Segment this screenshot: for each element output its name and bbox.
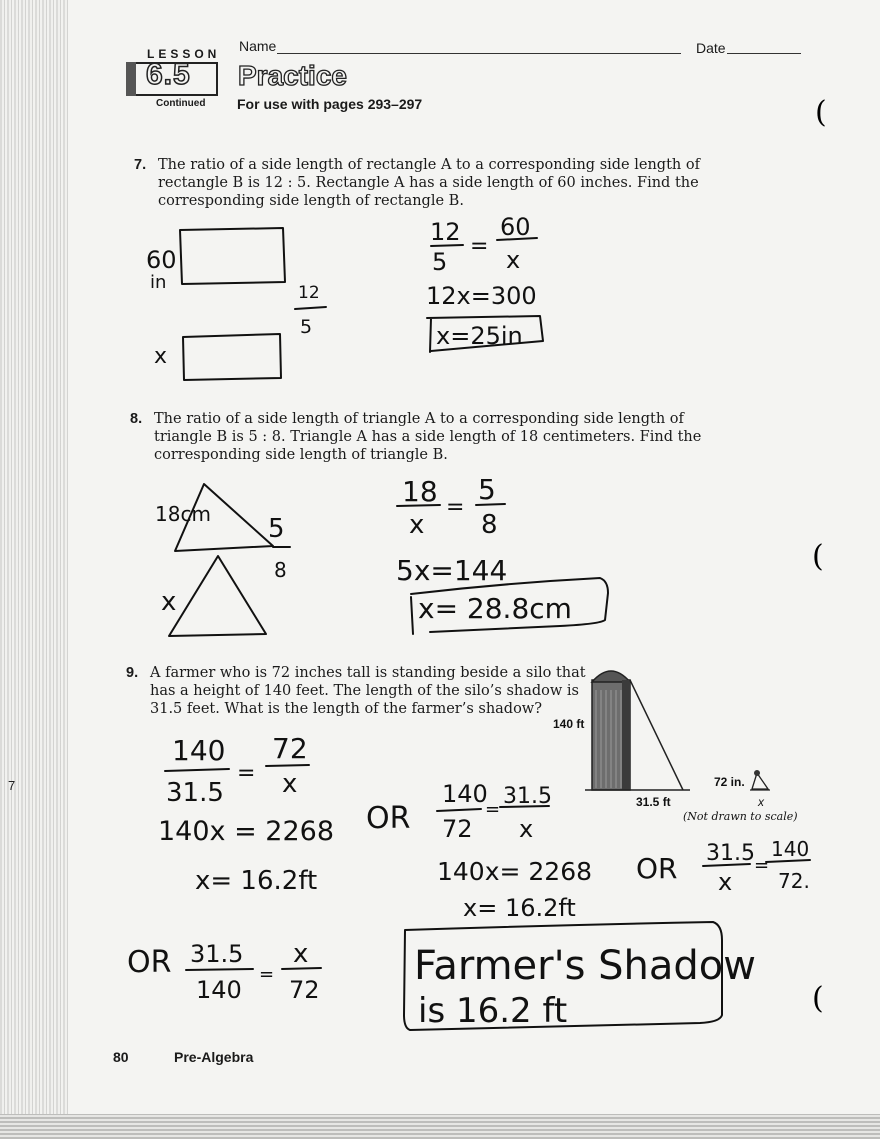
page-title: Practice bbox=[238, 60, 347, 91]
hw-ratio-bottom: 5 bbox=[300, 316, 313, 338]
hw-equals: = bbox=[470, 234, 489, 259]
problem-text-line: corresponding side length of rectangle B. bbox=[158, 193, 464, 209]
hw-fraction-den: 72 bbox=[289, 976, 320, 1004]
hw-fraction-num: 31.5 bbox=[503, 784, 552, 809]
rectangle-b bbox=[183, 334, 281, 380]
hw-equation: 140x = 2268 bbox=[158, 816, 335, 847]
margin-paren: ( bbox=[815, 95, 827, 130]
hw-equals: = bbox=[446, 495, 465, 520]
problem-text-line: corresponding side length of triangle B. bbox=[154, 447, 448, 463]
problem-number: 7. bbox=[134, 157, 147, 173]
hw-side-b: x bbox=[154, 344, 168, 369]
problem-number: 8. bbox=[130, 411, 143, 427]
silo-ladder bbox=[622, 680, 630, 790]
hw-fraction-den: 8 bbox=[481, 510, 498, 540]
hw-or: OR bbox=[127, 945, 172, 980]
rectangle-a bbox=[180, 228, 285, 284]
farmer-height-label: 72 in. bbox=[714, 775, 745, 789]
hw-or: OR bbox=[636, 852, 678, 885]
hw-result: x= 16.2ft bbox=[195, 866, 318, 896]
hw-ratio-top: 12 bbox=[298, 283, 320, 303]
ratio-bar bbox=[295, 307, 326, 309]
hw-answer-line-1: Farmer's Shadow bbox=[414, 943, 756, 989]
hw-fraction-den: x bbox=[519, 815, 534, 843]
silo-shadow-ray bbox=[630, 680, 683, 790]
triangle-b bbox=[169, 556, 266, 636]
hw-equation: 140x= 2268 bbox=[437, 857, 593, 886]
margin-paren: ( bbox=[812, 539, 824, 574]
problem-number: 9. bbox=[126, 665, 139, 681]
hw-answer-line-2: is 16.2 ft bbox=[418, 991, 568, 1031]
hw-fraction-den: 72 bbox=[442, 815, 473, 843]
lesson-label: LESSON bbox=[147, 47, 221, 61]
hw-fraction-den: x bbox=[282, 769, 298, 799]
silo-shadow-label: 31.5 ft bbox=[636, 795, 671, 809]
problem-text-line: 31.5 feet. What is the length of the farmer’s shadow? bbox=[150, 701, 542, 717]
book-title: Pre-Algebra bbox=[174, 1049, 254, 1065]
hw-fraction-num: 31.5 bbox=[190, 940, 244, 968]
hw-answer: x= 28.8cm bbox=[418, 592, 572, 625]
date-label: Date bbox=[696, 40, 726, 56]
page-subtitle: For use with pages 293–297 bbox=[237, 96, 423, 112]
hw-fraction-num: x bbox=[293, 939, 309, 969]
hw-fraction-den: 72. bbox=[778, 869, 810, 893]
farmer-shadow-triangle bbox=[752, 773, 768, 789]
hw-equals: = bbox=[259, 964, 275, 985]
continued-label: Continued bbox=[156, 98, 206, 109]
silo-figure bbox=[585, 671, 770, 790]
hw-fraction-num: 31.5 bbox=[706, 841, 755, 866]
problem-text-line: rectangle B is 12 : 5. Rectangle A has a side length of 60 inches. Find the bbox=[158, 175, 699, 191]
hw-ratio-bottom: 8 bbox=[274, 558, 287, 582]
fraction-bar bbox=[266, 765, 309, 766]
hw-equals: = bbox=[754, 855, 770, 876]
hw-answer: x=25in bbox=[436, 322, 523, 350]
problem-text-line: triangle B is 5 : 8. Triangle A has a side length of 18 centimeters. Find the bbox=[154, 429, 702, 445]
hw-fraction-den: x bbox=[718, 868, 733, 896]
farmer-figure bbox=[754, 770, 760, 776]
scale-note: (Not drawn to scale) bbox=[683, 810, 798, 823]
hw-side-a-unit: in bbox=[150, 272, 167, 293]
problem-text-line: A farmer who is 72 inches tall is standing beside a silo that bbox=[150, 665, 586, 681]
hw-fraction-den: 140 bbox=[196, 976, 242, 1004]
hw-fraction-num: 18 bbox=[402, 475, 438, 508]
hw-fraction-num: 140 bbox=[442, 780, 488, 808]
hw-equation: 5x=144 bbox=[396, 554, 508, 587]
hw-fraction-num: 140 bbox=[172, 734, 226, 767]
hw-ratio-top: 5 bbox=[268, 514, 285, 544]
hw-side-a: 60 bbox=[146, 246, 177, 274]
fraction-bar bbox=[186, 969, 253, 970]
hw-side-b: x bbox=[161, 587, 177, 617]
fraction-bar bbox=[437, 809, 481, 811]
hw-equals: = bbox=[237, 761, 256, 786]
hw-result: x= 16.2ft bbox=[463, 894, 576, 922]
problem-text-line: has a height of 140 feet. The length of the silo’s shadow is bbox=[150, 683, 579, 699]
margin-paren: ( bbox=[812, 981, 824, 1016]
hw-fraction-num: 60 bbox=[500, 213, 531, 241]
name-label: Name bbox=[239, 38, 277, 54]
lesson-number: 6.5 bbox=[146, 58, 191, 91]
hw-side-a: 18cm bbox=[155, 502, 211, 526]
problem-text-line: The ratio of a side length of rectangle A to a corresponding side length of bbox=[158, 157, 700, 173]
farmer-shadow-label: x bbox=[758, 795, 764, 809]
hw-fraction-den: 31.5 bbox=[166, 778, 224, 808]
hw-fraction-num: 140 bbox=[771, 837, 810, 861]
hw-fraction-den: x bbox=[409, 510, 425, 540]
silo-height-label: 140 ft bbox=[553, 717, 585, 731]
hw-or: OR bbox=[366, 801, 411, 836]
hw-fraction-den: 5 bbox=[432, 248, 448, 276]
problem-text-line: The ratio of a side length of triangle A to a corresponding side length of bbox=[154, 411, 684, 427]
hw-equals: = bbox=[485, 799, 501, 820]
hw-fraction-num: 12 bbox=[430, 218, 461, 246]
fraction-bar bbox=[165, 769, 229, 771]
margin-mark: 7 bbox=[8, 778, 16, 793]
hw-fraction-den: x bbox=[506, 246, 521, 274]
page-number: 80 bbox=[113, 1049, 129, 1065]
hw-equation: 12x=300 bbox=[426, 282, 537, 310]
hw-fraction-num: 5 bbox=[478, 473, 496, 506]
hw-fraction-num: 72 bbox=[272, 732, 308, 765]
